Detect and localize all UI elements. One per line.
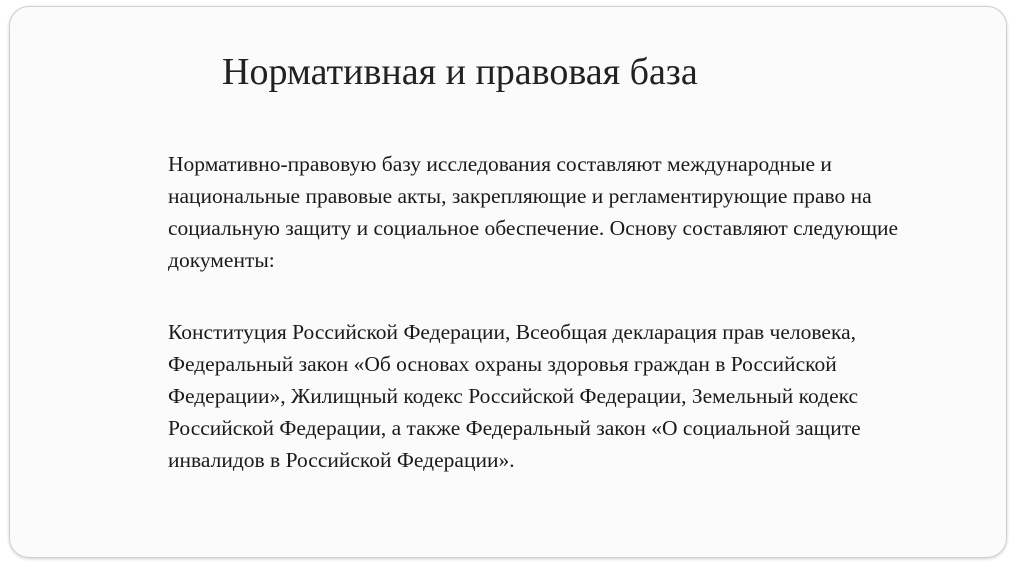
intro-paragraph: Нормативно-правовую базу исследования составляют международные и национальные правовые акты, закрепляющие и регламентирующие право на социальную защиту и социальное обеспечение. Основу составляют следующие документы: (168, 152, 899, 272)
documents-paragraph: Конституция Российской Федерации, Всеобщая декларация прав человека, Федеральный закон «Об основах охраны здоровья граждан в Российской Федерации», Жилищный кодекс Российской Федерации, Земельный кодекс Российской Федерации, а также Федеральный закон «О социальной защите инвалидов в Российской Федерации». (168, 320, 861, 472)
slide-title: Нормативная и правовая база (222, 51, 698, 93)
